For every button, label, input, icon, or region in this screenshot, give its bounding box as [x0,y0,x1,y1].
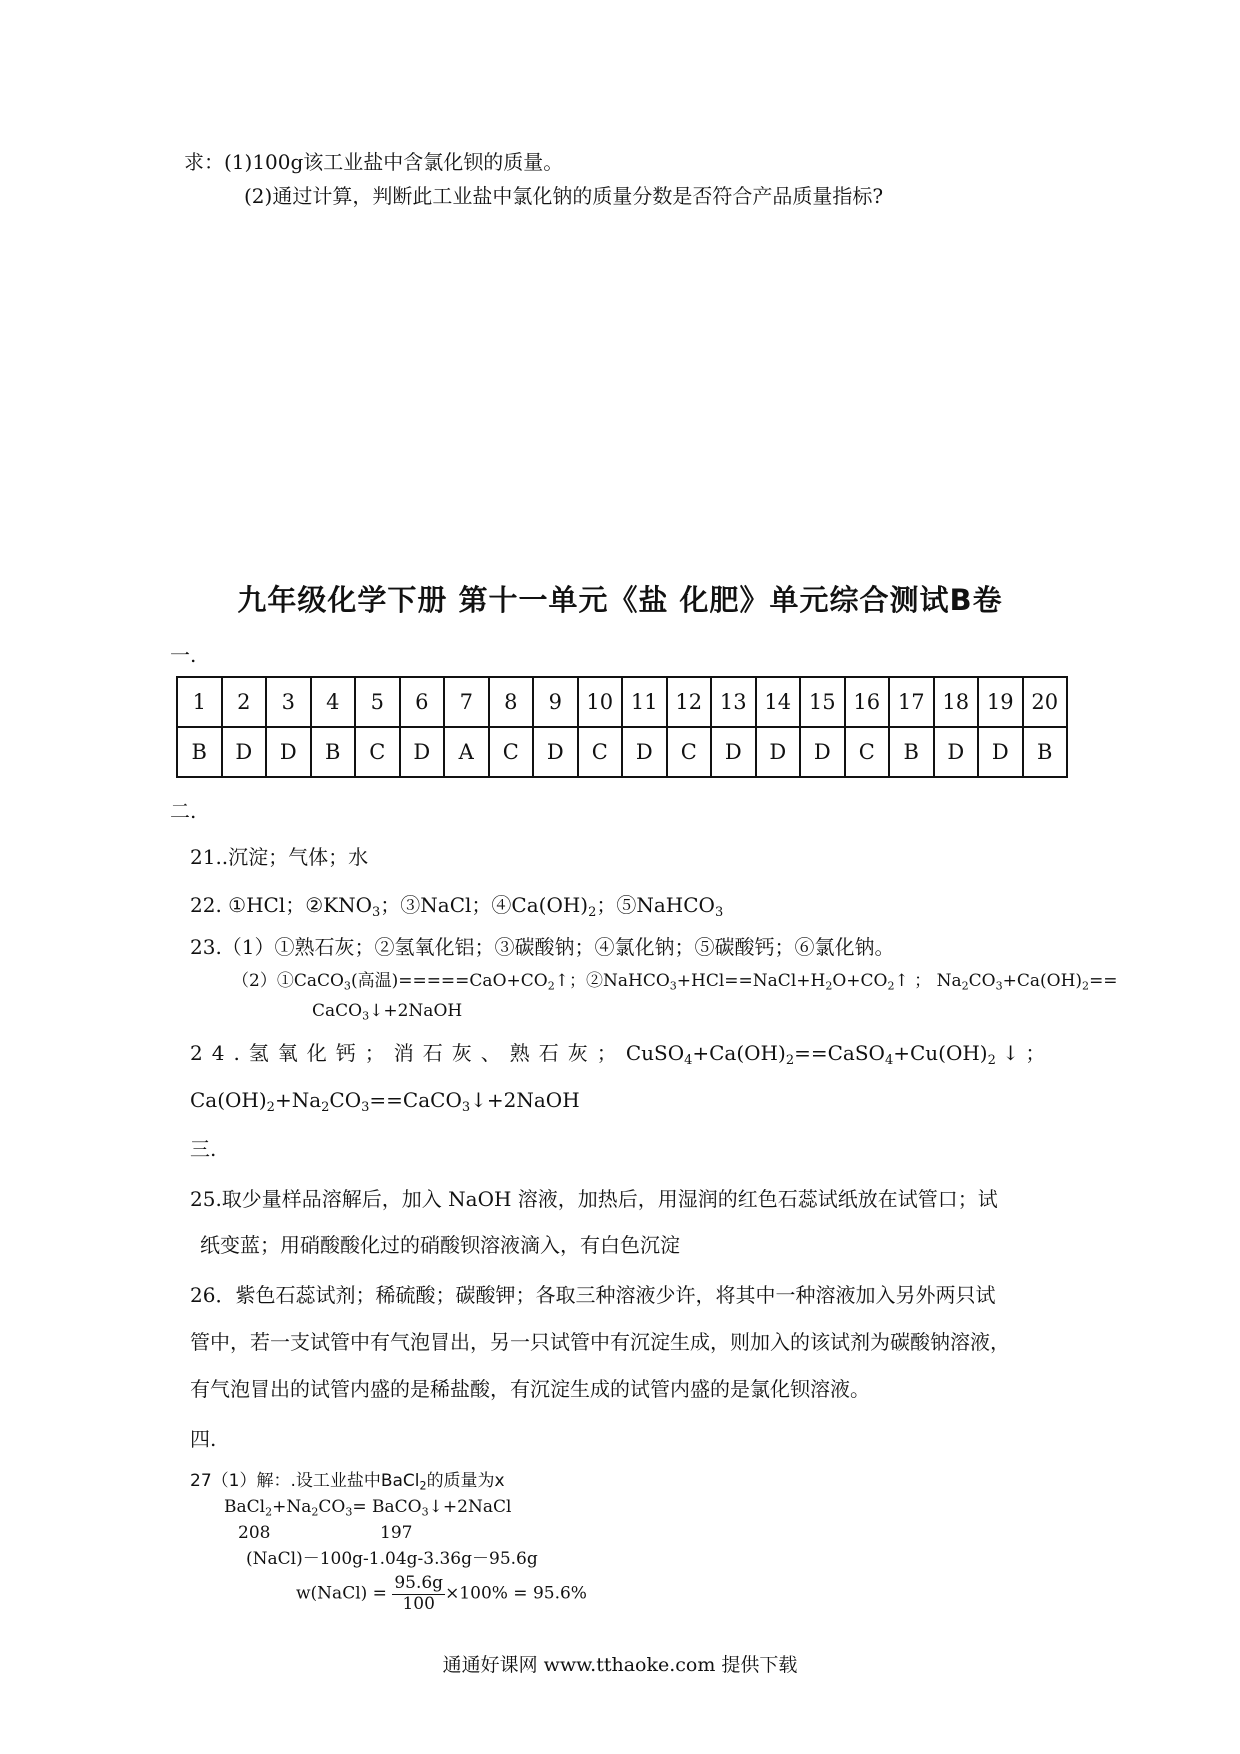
answer-27-text: 的质量为x [426,1471,505,1491]
subscript: 2 [961,979,969,993]
answer-cell: D [222,727,267,777]
formula-text: ↓ ； [995,1041,1046,1065]
answer-23-part-2 [232,970,1118,992]
answer-27-intro [190,1470,505,1492]
formula-text: ==CaCO [369,1088,462,1112]
answer-cell: D [533,727,578,777]
subscript: 2 [265,1505,273,1519]
question-number-cell: 4 [311,677,356,727]
formula-text: ↑ ； Na [894,971,962,991]
answer-cell: D [978,727,1023,777]
answer-table-answer-row [177,727,1067,777]
question-number-cell: 17 [889,677,934,727]
subscript: 3 [372,904,381,920]
answer-26-line-3: 有气泡冒出的试管内盛的是稀盐酸，有沉淀生成的试管内盛的是氯化钡溶液。 [190,1377,870,1401]
subscript: 2 [419,1479,427,1493]
formula-text: ↓+2NaOH [470,1088,580,1112]
answer-cell: C [845,727,890,777]
reaction-equation [224,1496,511,1518]
nacl-mass-fraction [296,1574,587,1614]
formula-text: w(NaCl) = [296,1583,387,1604]
question-number-cell: 7 [444,677,489,727]
formula-text: CaCO [312,1001,363,1021]
subscript: 2 [547,979,555,993]
question-part-1: 求：(1)100g该工业盐中含氯化钡的质量。 [184,150,564,174]
formula-text: CuSO [625,1041,685,1065]
answer-23-part-1: 23.（1）①熟石灰；②氢氧化铝；③碳酸钠；④氯化钠；⑤碳酸钙；⑥氯化钠。 [190,935,895,959]
subscript: 2 [987,1052,996,1068]
answer-22-text: ；③NaCl；④Ca(OH) [380,893,589,917]
question-number-cell: 15 [800,677,845,727]
section-heading-four: 四. [190,1427,217,1451]
formula-text: BaCl [224,1497,266,1517]
answer-25-line-2: 纸变蓝；用硝酸酸化过的硝酸钡溶液滴入，有白色沉淀 [200,1233,680,1257]
subscript: 3 [714,904,724,920]
molar-mass-bacl2: 208 [238,1523,271,1543]
formula-text: ↑；②NaHCO [554,971,670,991]
subscript: 3 [343,979,351,993]
answer-cell: D [934,727,979,777]
subscript: 2 [311,1505,319,1519]
section-heading-two: 二. [170,799,197,823]
question-number-cell: 8 [489,677,534,727]
formula-text: O+CO [832,971,888,991]
formula-text: ==CaSO [794,1041,885,1065]
answer-cell: C [578,727,623,777]
question-number-cell: 9 [533,677,578,727]
question-number-cell: 2 [222,677,267,727]
question-number-cell: 14 [756,677,801,727]
fraction [392,1574,445,1614]
answer-cell: C [667,727,712,777]
answer-26-line-1: 26．紫色石蕊试剂；稀硫酸；碳酸钾；各取三种溶液少许，将其中一种溶液加入另外两只试 [190,1283,996,1307]
answer-cell: C [489,727,534,777]
answer-cell: B [177,727,222,777]
formula-text: （2）①CaCO [232,971,344,991]
subscript: 2 [887,979,895,993]
subscript: 2 [825,979,833,993]
formula-text: == [1089,971,1118,991]
answer-cell: B [311,727,356,777]
answer-cell: D [622,727,667,777]
subscript: 3 [669,979,677,993]
answer-24-text: 24.氢氧化钙；消石灰、熟石灰； [190,1041,626,1065]
formula-text: ×100% = 95.6% [445,1583,587,1604]
formula-text: CO [968,971,996,991]
subscript: 3 [995,979,1003,993]
formula-text: = BaCO [352,1497,422,1517]
formula-text: +Cu(OH) [893,1041,988,1065]
answer-cell: D [400,727,445,777]
answer-cell: B [889,727,934,777]
formula-text: +Ca(OH) [692,1041,786,1065]
formula-text: ↓+2NaOH [369,1001,463,1021]
subscript: 4 [684,1052,693,1068]
answer-cell: D [800,727,845,777]
answer-22 [190,892,723,918]
answer-cell: D [756,727,801,777]
answer-21: 21..沉淀；气体；水 [190,845,369,869]
subscript: 3 [362,1009,370,1023]
question-number-cell: 6 [400,677,445,727]
page-footer: 通通好课网 www.tthaoke.com 提供下载 [442,1654,798,1676]
answer-23-part-2-continued [312,1000,462,1022]
fraction-denominator: 100 [402,1593,435,1614]
formula-text: +Ca(OH) [1002,971,1083,991]
formula-text: +HCl==NaCl+H [676,971,826,991]
question-number-cell: 13 [711,677,756,727]
question-number-cell: 18 [934,677,979,727]
subscript: 3 [361,1099,370,1115]
answer-table-number-row [177,677,1067,727]
section-heading-three: 三. [190,1137,217,1161]
nacl-mass-calculation: (NaCl)－100g-1.04g-3.36g－95.6g [246,1549,538,1569]
formula-text: +Na [272,1497,312,1517]
question-number-cell: 20 [1023,677,1068,727]
subscript: 2 [785,1052,795,1068]
answer-27-text: 27（1）解：.设工业盐中BaCl [190,1471,420,1491]
molar-mass-baco3: 197 [380,1523,413,1543]
answer-22-text: ；⑤NaHCO [596,893,715,917]
answer-22-text: 22. ①HCl；②KNO [190,893,373,917]
subscript: 3 [461,1099,471,1115]
fraction-numerator: 95.6g [394,1573,444,1593]
formula-text: +Na [274,1088,322,1112]
question-number-cell: 16 [845,677,890,727]
subscript: 2 [266,1099,275,1115]
formula-text: Ca(OH) [190,1088,267,1112]
answer-cell: C [355,727,400,777]
subscript: 2 [588,904,597,920]
answer-cell: D [266,727,311,777]
question-number-cell: 5 [355,677,400,727]
subscript: 3 [421,1505,429,1519]
question-number-cell: 1 [177,677,222,727]
answer-26-line-2: 管中，若一支试管中有气泡冒出，另一只试管中有沉淀生成，则加入的该试剂为碳酸钠溶液， [190,1330,1010,1354]
question-number-cell: 12 [667,677,712,727]
answer-cell: A [444,727,489,777]
formula-text: CO [329,1088,362,1112]
subscript: 3 [345,1505,353,1519]
question-part-2: (2)通过计算，判断此工业盐中氯化钠的质量分数是否符合产品质量指标? [244,184,884,208]
question-number-cell: 10 [578,677,623,727]
answer-table [176,676,1068,778]
question-number-cell: 11 [622,677,667,727]
section-heading-one: 一. [170,643,197,667]
subscript: 2 [1082,979,1090,993]
formula-text: (高温)=====CaO+CO [350,971,548,991]
answer-24-line-2 [190,1087,580,1113]
answer-25-line-1: 25.取少量样品溶解后，加入 NaOH 溶液，加热后，用湿润的红色石蕊试纸放在试管口；试 [190,1187,998,1211]
question-number-cell: 19 [978,677,1023,727]
formula-text: ↓+2NaCl [428,1497,512,1517]
subscript: 2 [321,1099,330,1115]
answer-cell: D [711,727,756,777]
question-number-cell: 3 [266,677,311,727]
formula-text: CO [318,1497,346,1517]
subscript: 4 [884,1052,894,1068]
answer-24-line-1 [190,1040,1045,1066]
answer-cell: B [1023,727,1068,777]
page-title: 九年级化学下册 第十一单元《盐 化肥》单元综合测试B卷 [237,583,1003,617]
